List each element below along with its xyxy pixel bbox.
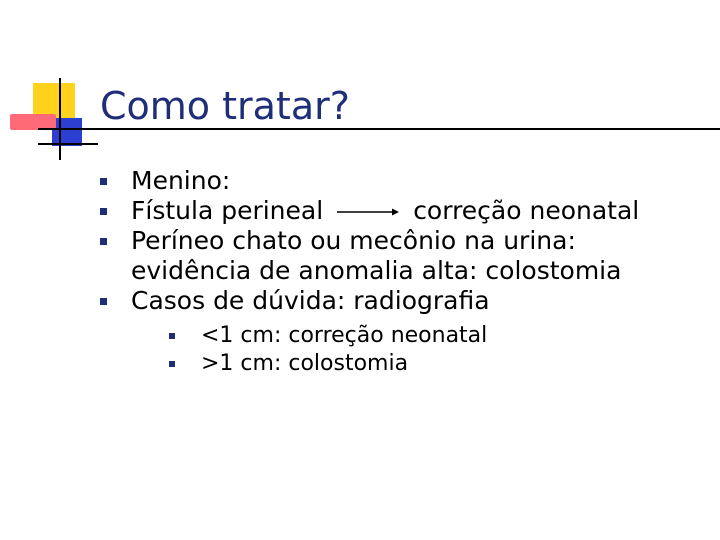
sub-bullet-item — [169, 322, 700, 350]
square-bullet-icon — [100, 298, 107, 305]
bullet-text-continuation: evidência de anomalia alta: colostomia — [131, 256, 622, 285]
square-bullet-icon — [169, 333, 175, 339]
sub-bullet-text: >1 cm: colostomia — [201, 351, 409, 376]
decorative-logo — [0, 0, 110, 170]
bullet-text: Casos de dúvida: radiografia — [131, 286, 490, 315]
sub-bullet-text: <1 cm: correção neonatal — [201, 323, 488, 348]
right-arrow-icon — [337, 207, 399, 217]
square-bullet-icon — [169, 361, 175, 367]
bullet-item — [100, 166, 700, 196]
square-bullet-icon — [100, 178, 107, 185]
square-bullet-icon — [100, 208, 107, 215]
logo-blue-square — [52, 118, 82, 146]
bullet-text: correção neonatal — [413, 196, 640, 225]
logo-vertical-line — [59, 78, 61, 160]
bullet-item — [100, 196, 700, 226]
bullet-text: Fístula perineal — [131, 196, 324, 225]
sub-bullet-item — [169, 350, 700, 378]
title-underline — [38, 128, 720, 130]
bullet-item — [100, 286, 700, 378]
logo-horizontal-line — [38, 143, 98, 145]
bullet-list — [100, 166, 700, 378]
bullet-text: Períneo chato ou mecônio na urina: — [131, 226, 576, 255]
square-bullet-icon — [100, 238, 107, 245]
sub-bullet-list — [131, 322, 700, 378]
bullet-text: Menino: — [131, 166, 231, 195]
bullet-item — [100, 226, 700, 286]
slide-title: Como tratar? — [100, 84, 350, 128]
